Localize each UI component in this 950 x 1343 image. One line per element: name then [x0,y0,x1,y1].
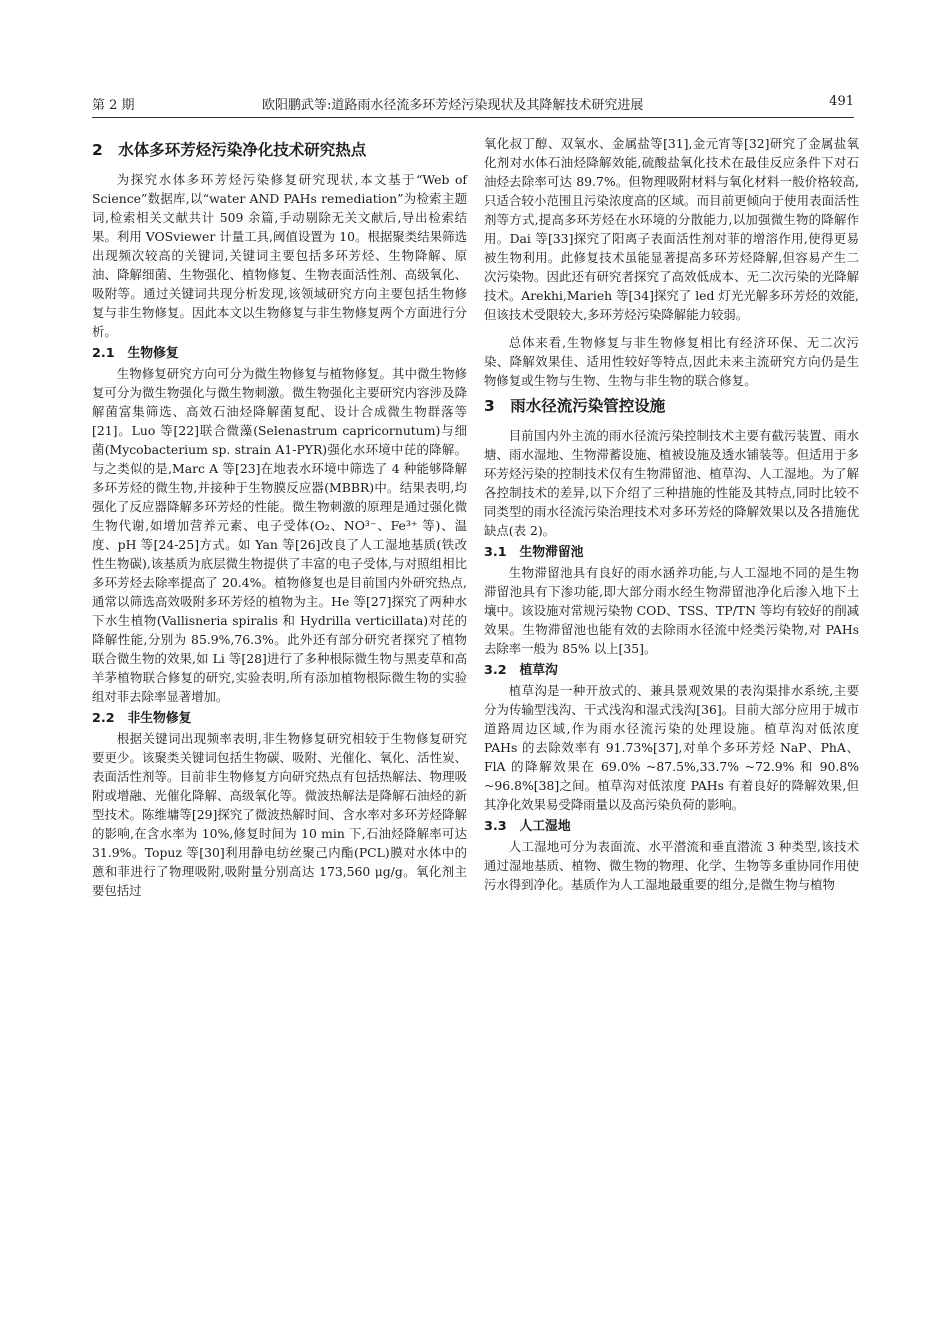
subsection-3-3-heading: 3.3 人工湿地 [484,819,571,834]
paragraph: 生物滞留池具有良好的雨水涵养功能,与人工湿地不同的是生物滞留池具有下渗功能,即大部分雨水经生物滞留池净化后渗入地下土壤中。该设施对常规污染物 COD、TSS、TP/TN 等均有较好的削减效果。生物滞留池也能有效的去除雨水径流中烃类污染物,对 PAHs 去除率一般为 85% 以上[35]。 [484,565,859,656]
header-rule [92,117,854,118]
running-title: 欧阳鹏武等:道路雨水径流多环芳烃污染现状及其降解技术研究进展 [262,98,644,113]
running-header [92,94,854,114]
subsection-3-1-heading: 3.1 生物滞留池 [484,545,584,560]
paragraph: 根据关键词出现频率表明,非生物修复研究相较于生物修复研究要更少。该聚类关键词包括生物碳、吸附、光催化、氧化、活性炭、表面活性剂等。目前非生物修复方向研究热点有包括热解法、物理吸附或增融、光催化降解、高级氧化等。微波热解法是降解石油烃的新型技术。陈维墉等[29]探究了微波热解时间、含水率对多环芳烃降解的影响,在含水率为 10%,修复时间为 10 min 下,石油烃降解率可达 31.9%。Topuz 等[30]利用静电纺丝聚己内酯(PCL)膜对水体中的蒽和菲进行了物理吸附,吸附量分别高达 173,560 μg/g。氧化剂主要包括过 [92,731,467,898]
paragraph: 人工湿地可分为表面流、水平潜流和垂直潜流 3 种类型,该技术通过湿地基质、植物、微生物的物理、化学、生物等多重协同作用使污水得到净化。基质作为人工湿地最重要的组分,是微生物与植物 [484,839,859,892]
left-column [92,134,467,900]
paragraph: 为探究水体多环芳烃污染修复研究现状,本文基于“Web of Science”数据库,以“water AND PAHs remediation”为检索主题词,检索相关文献共计 509 余篇,手动剔除无关文献后,导出检索结果。利用 VOSviewer 计量工具,阈值设置为 10。根据聚类结果筛选出现频次较高的关键词,关键词主要包括多环芳烃、生物降解、原油、降解细菌、生物强化、植物修复、生物表面活性剂、高级氧化、吸附等。通过关键词共现分析发现,该领域研究方向主要包括生物修复与非生物修复。因此本文以生物修复与非生物修复两个方面进行分析。 [92,172,467,339]
issue-number: 第 2 期 [92,98,135,113]
subsection-2-2-heading: 2.2 非生物修复 [92,711,192,726]
paragraph: 目前国内外主流的雨水径流污染控制技术主要有截污装置、雨水塘、雨水湿地、生物滞蓄设施、植被设施及透水铺装等。但适用于多环芳烃污染的控制技术仅有生物滞留池、植草沟、人工湿地。为了解各控制技术的差异,以下介绍了三种措施的性能及其特点,同时比较不同类型的雨水径流污染治理技术对多环芳烃的降解效果以及各措施优缺点(表 2)。 [484,428,859,538]
paragraph: 总体来看,生物修复与非生物修复相比有经济环保、无二次污染、降解效果佳、适用性较好等特点,因此未来主流研究方向仍是生物修复或生物与生物、生物与非生物的联合修复。 [484,335,859,388]
section-3-heading: 3 雨水径流污染管控设施 [484,397,666,415]
section-2-heading: 2 水体多环芳烃污染净化技术研究热点 [92,141,367,159]
right-column [484,134,859,894]
subsection-3-2-heading: 3.2 植草沟 [484,663,558,678]
paragraph: 生物修复研究方向可分为微生物修复与植物修复。其中微生物修复可分为微生物强化与微生物刺激。微生物强化主要研究内容涉及降解菌富集筛选、高效石油烃降解菌复配、设计合成微生物群落等[21]。Luo 等[22]联合微藻(Selenastrum capricornutum)与细菌(Mycobacterium sp. strain A1-PYR)强化水环境中芘的降解。与之类似的是,Marc A 等[23]在地表水环境中筛选了 4 种能够降解多环芳烃的微生物,并接种于生物膜反应器(MBBR)中。结果表明,均强化了反应器降解多环芳烃的性能。微生物刺激的原理是通过强化微生物代谢,如增加营养元素、电子受体(O₂、NO³⁻、Fe³⁺ 等)、温度、pH 等[24-25]方式。如 Yan 等[26]改良了人工湿地基质(铁改性生物碳),该基质为底层微生物提供了丰富的电子受体,与对照组相比多环芳烃去除率提高了 20.4%。植物修复也是目前国内外研究热点,通常以筛选高效吸附多环芳烃的植物为主。He 等[27]探究了两种水下水生植物(Vallisneria spiralis 和 Hydrilla verticillata)对芘的降解性能,分别为 85.9%,76.3%。此外还有部分研究者探究了植物联合微生物的效果,如 Li 等[28]进行了多种根际微生物与黑麦草和高羊茅植物联合修复的研究,实验表明,所有添加植物根际微生物的实验组对菲去除率显著增加。 [92,366,467,704]
paragraph: 氧化叔丁醇、双氧水、金属盐等[31],金元宵等[32]研究了金属盐氧化剂对水体石油烃降解效能,硫酸盐氧化技术在最佳反应条件下对石油烃去除率可达 89.7%。但物理吸附材料与氧化材料一般价格较高,只适合较小范围且污染浓度高的区域。而目前更倾向于使用表面活性剂等方式,提高多环芳烃在水环境的分散能力,以加强微生物的降解作用。Dai 等[33]探究了阳离子表面活性剂对菲的增溶作用,使得更易被生物利用。此修复技术虽能显著提高多环芳烃降解,但容易产生二次污染物。因此还有研究者探究了高效低成本、无二次污染的光降解技术。Arekhi,Marieh 等[34]探究了 led 灯光光解多环芳烃的效能,但该技术受限较大,多环芳烃污染降解能力较弱。 [484,136,859,322]
paragraph: 植草沟是一种开放式的、兼具景观效果的表沟渠排水系统,主要分为传输型浅沟、干式浅沟和湿式浅沟[36]。目前大部分应用于城市道路周边区域,作为雨水径流污染的处理设施。植草沟对低浓度 PAHs 的去除效率有 91.73%[37],对单个多环芳烃 NaP、PhA、FlA 的降解效果在 69.0% ~87.5%,33.7% ~72.9% 和 90.8% ~96.8%[38]之间。植草沟对低浓度 PAHs 有着良好的降解效果,但其净化效果易受降雨量以及高污染负荷的影响。 [484,683,859,812]
page-number: 491 [829,94,854,109]
subsection-2-1-heading: 2.1 生物修复 [92,346,179,361]
